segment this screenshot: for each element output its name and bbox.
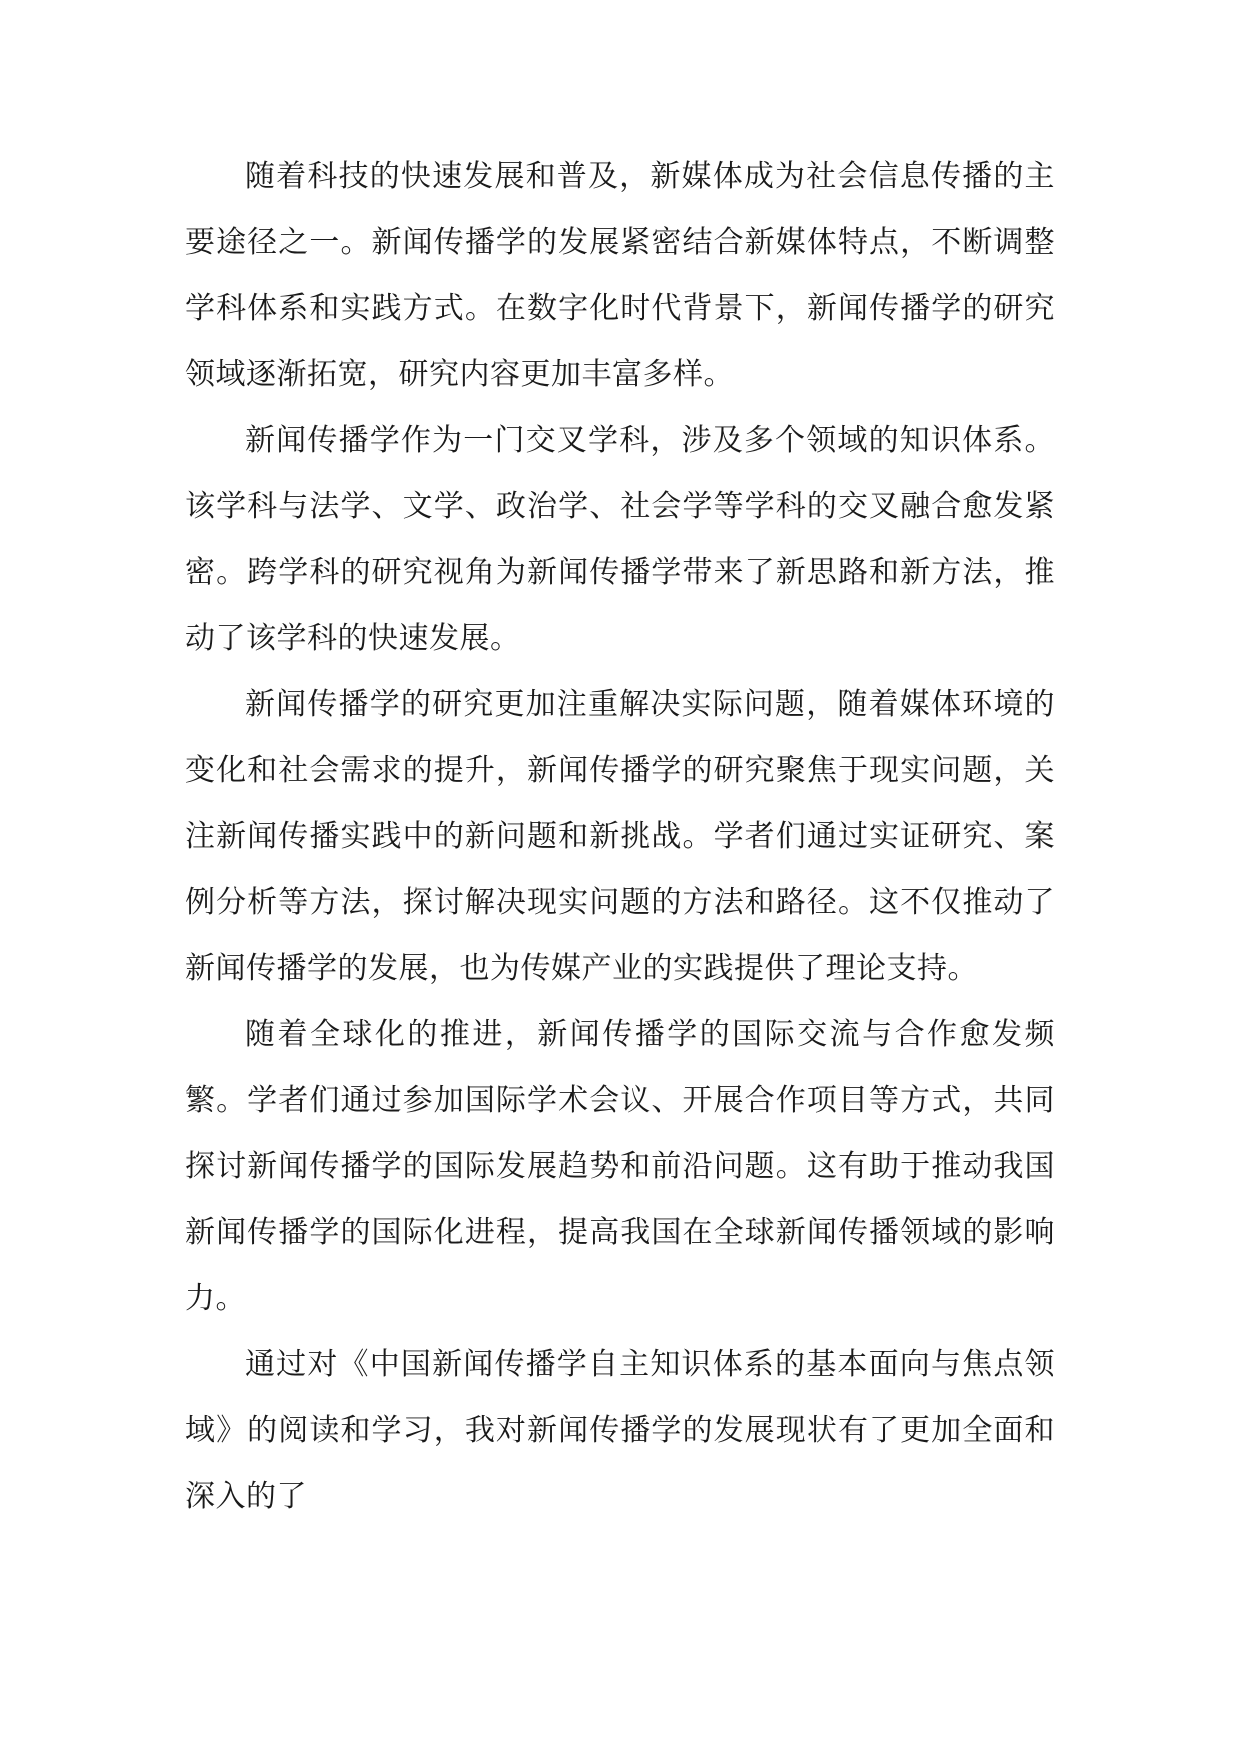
paragraph-new-media: 随着科技的快速发展和普及，新媒体成为社会信息传播的主要途径之一。新闻传播学的发展紧密结合新媒体特点，不断调整学科体系和实践方式。在数字化时代背景下，新闻传播学的研究领域逐渐拓宽，研究内容更加丰富多样。 [185,159,1055,392]
paragraph-reading-reflection: 通过对《中国新闻传播学自主知识体系的基本面向与焦点领域》的阅读和学习，我对新闻传播学的发展现状有了更加全面和深入的了 [185,1347,1055,1514]
paragraph-interdisciplinary: 新闻传播学作为一门交叉学科，涉及多个领域的知识体系。该学科与法学、文学、政治学、社会学等学科的交叉融合愈发紧密。跨学科的研究视角为新闻传播学带来了新思路和新方法，推动了该学科的快速发展。 [185,423,1055,656]
paragraph-globalization: 随着全球化的推进，新闻传播学的国际交流与合作愈发频繁。学者们通过参加国际学术会议、开展合作项目等方式，共同探讨新闻传播学的国际发展趋势和前沿问题。这有助于推动我国新闻传播学的国际化进程，提高我国在全球新闻传播领域的影响力。 [185,1017,1055,1316]
paragraph-practical-problems: 新闻传播学的研究更加注重解决实际问题，随着媒体环境的变化和社会需求的提升，新闻传播学的研究聚焦于现实问题，关注新闻传播实践中的新问题和新挑战。学者们通过实证研究、案例分析等方法，探讨解决现实问题的方法和路径。这不仅推动了新闻传播学的发展，也为传媒产业的实践提供了理论支持。 [185,687,1055,986]
document-body [185,144,1055,1530]
